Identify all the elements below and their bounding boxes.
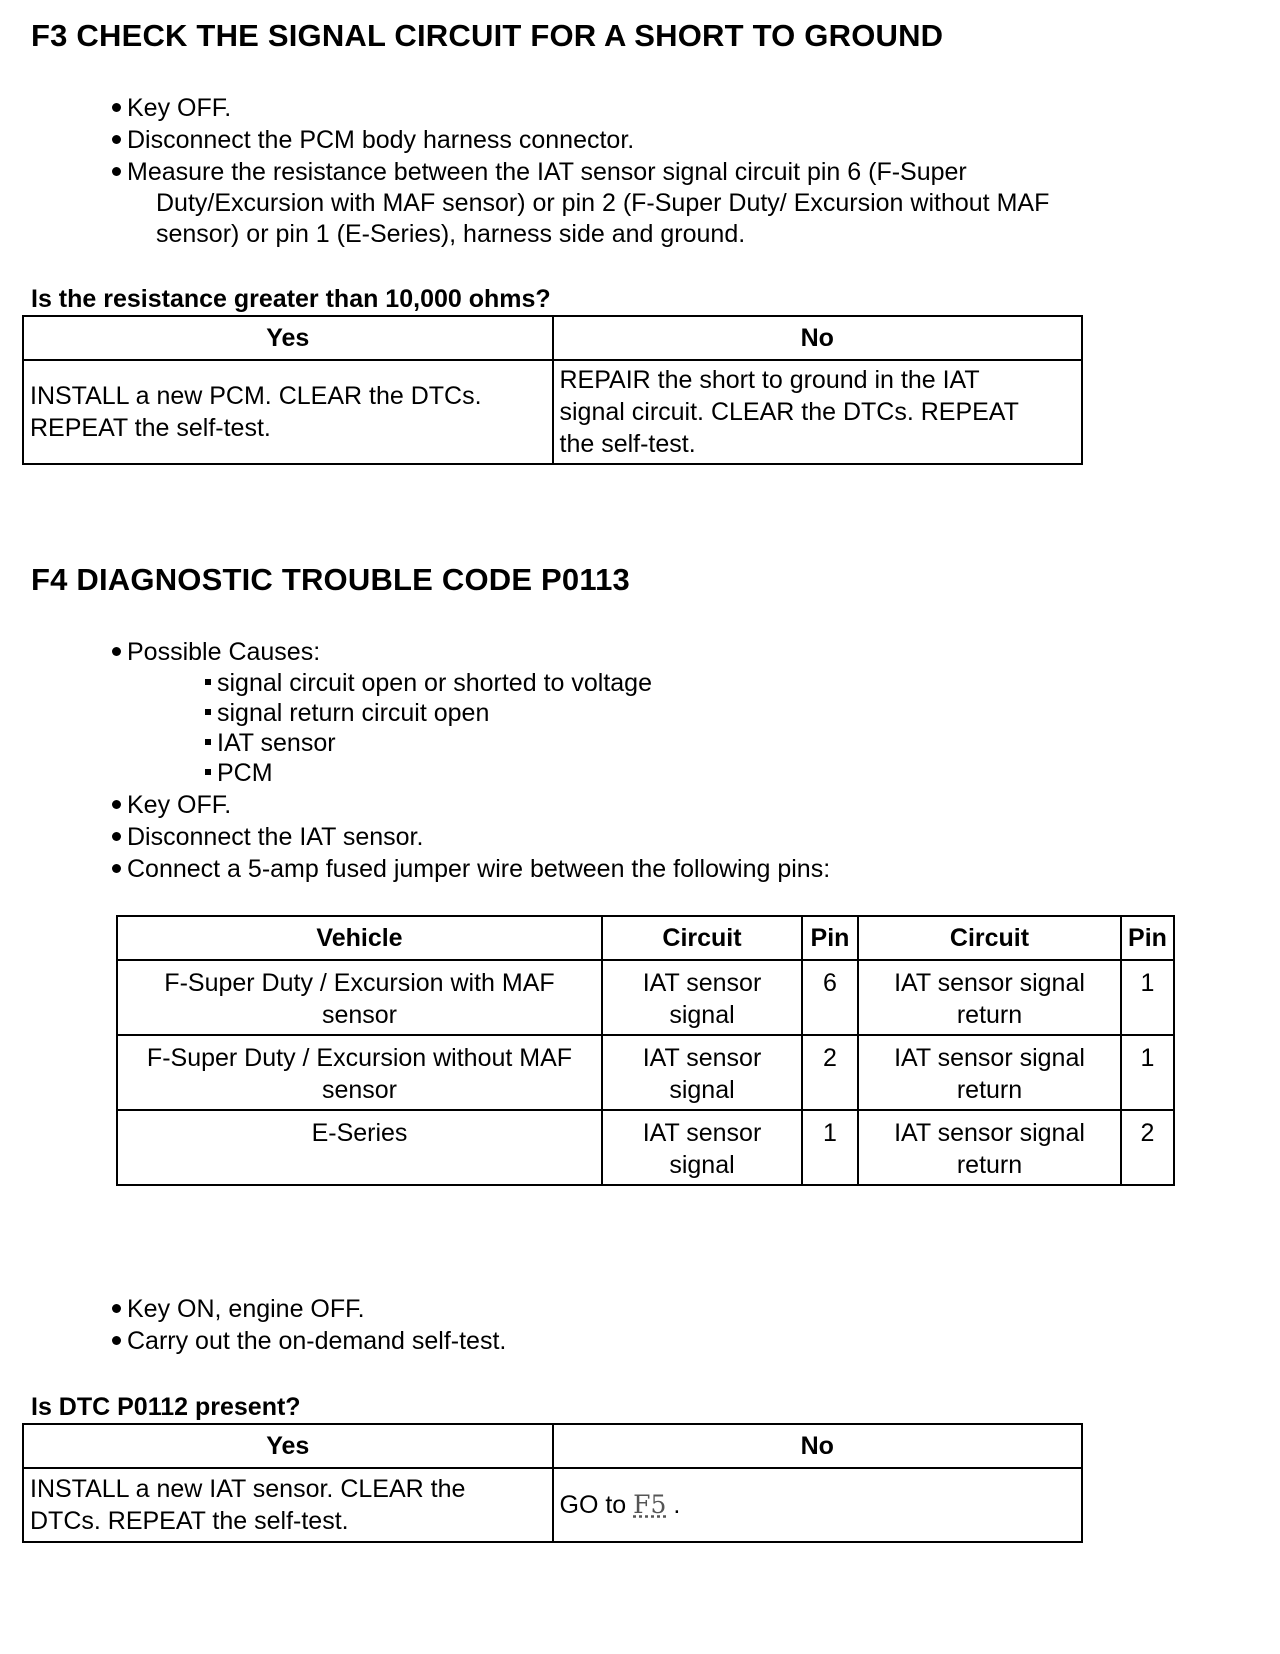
- f3-question: Is the resistance greater than 10,000 ohms?: [31, 285, 551, 313]
- f4-question: Is DTC P0112 present?: [31, 1393, 301, 1421]
- vehicle-cell: F-Super Duty / Excursion without MAF sensor: [117, 1035, 602, 1110]
- pin-table-header-pin: Pin: [802, 916, 858, 960]
- square-bullet-icon: [205, 709, 211, 715]
- f3-title: F3 CHECK THE SIGNAL CIRCUIT FOR A SHORT TO GROUND: [31, 18, 944, 53]
- pin-table-header-vehicle: Vehicle: [117, 916, 602, 960]
- bullet-icon: [112, 103, 121, 112]
- bullet-icon: [112, 864, 121, 873]
- return-pin-cell: 1: [1121, 960, 1174, 1035]
- go-to-f5-link[interactable]: F5: [633, 1490, 667, 1519]
- no-header: No: [553, 316, 1083, 360]
- no-header: No: [553, 1424, 1083, 1468]
- no-action: GO to F5 .: [553, 1468, 1083, 1542]
- bullet-icon: [112, 1336, 121, 1345]
- f4-step-2: Disconnect the IAT sensor.: [112, 821, 423, 853]
- return-pin-cell: 1: [1121, 1035, 1174, 1110]
- pin-table-header-circuit-return: Circuit: [858, 916, 1121, 960]
- return-circuit-cell: IAT sensor signal return: [858, 960, 1121, 1035]
- f4-cause-2: signal return circuit open: [205, 697, 489, 729]
- f4-title: F4 DIAGNOSTIC TROUBLE CODE P0113: [31, 562, 630, 597]
- f3-step-3: Measure the resistance between the IAT sensor signal circuit pin 6 (F-Super: [112, 156, 967, 188]
- f4-cause-4: PCM: [205, 757, 273, 789]
- circuit-cell: IAT sensor signal: [602, 1035, 802, 1110]
- f3-step-3-line-3: sensor) or pin 1 (E-Series), harness side and ground.: [156, 220, 746, 248]
- pin-cell: 6: [802, 960, 858, 1035]
- f3-step-3-line-2: Duty/Excursion with MAF sensor) or pin 2 (F-Super Duty/ Excursion without MAF: [156, 189, 1050, 217]
- bullet-icon: [112, 647, 121, 656]
- f4-step-5: Carry out the on-demand self-test.: [112, 1325, 506, 1357]
- f4-cause-3: IAT sensor: [205, 727, 336, 759]
- pin-table: [116, 915, 1175, 1186]
- bullet-icon: [112, 167, 121, 176]
- yes-action: INSTALL a new PCM. CLEAR the DTCs. REPEAT the self-test.: [23, 360, 553, 464]
- pin-cell: 1: [802, 1110, 858, 1185]
- return-circuit-cell: IAT sensor signal return: [858, 1035, 1121, 1110]
- square-bullet-icon: [205, 769, 211, 775]
- f4-step-3: Connect a 5-amp fused jumper wire between the following pins:: [112, 853, 830, 885]
- f4-step-4: Key ON, engine OFF.: [112, 1293, 365, 1325]
- square-bullet-icon: [205, 679, 211, 685]
- yes-header: Yes: [23, 316, 553, 360]
- return-pin-cell: 2: [1121, 1110, 1174, 1185]
- pin-table-header-circuit: Circuit: [602, 916, 802, 960]
- pin-cell: 2: [802, 1035, 858, 1110]
- pin-table-header-pin-return: Pin: [1121, 916, 1174, 960]
- bullet-icon: [112, 832, 121, 841]
- vehicle-cell: E-Series: [117, 1110, 602, 1185]
- return-circuit-cell: IAT sensor signal return: [858, 1110, 1121, 1185]
- f3-step-1: Key OFF.: [112, 92, 231, 124]
- bullet-icon: [112, 135, 121, 144]
- yes-action: INSTALL a new IAT sensor. CLEAR the DTCs. REPEAT the self-test.: [23, 1468, 553, 1542]
- vehicle-cell: F-Super Duty / Excursion with MAF sensor: [117, 960, 602, 1035]
- no-action: REPAIR the short to ground in the IAT signal circuit. CLEAR the DTCs. REPEAT the self-test.: [553, 360, 1083, 464]
- table-row: [117, 960, 1174, 1035]
- bullet-icon: [112, 1304, 121, 1313]
- f4-result-table: [22, 1423, 1083, 1543]
- table-row: [117, 1110, 1174, 1185]
- circuit-cell: IAT sensor signal: [602, 1110, 802, 1185]
- f4-causes-label: Possible Causes:: [112, 636, 320, 668]
- f4-cause-1: signal circuit open or shorted to voltage: [205, 667, 652, 699]
- f3-step-2: Disconnect the PCM body harness connector.: [112, 124, 634, 156]
- yes-header: Yes: [23, 1424, 553, 1468]
- f4-step-1: Key OFF.: [112, 789, 231, 821]
- square-bullet-icon: [205, 739, 211, 745]
- circuit-cell: IAT sensor signal: [602, 960, 802, 1035]
- f3-result-table: [22, 315, 1083, 465]
- bullet-icon: [112, 800, 121, 809]
- table-row: [117, 1035, 1174, 1110]
